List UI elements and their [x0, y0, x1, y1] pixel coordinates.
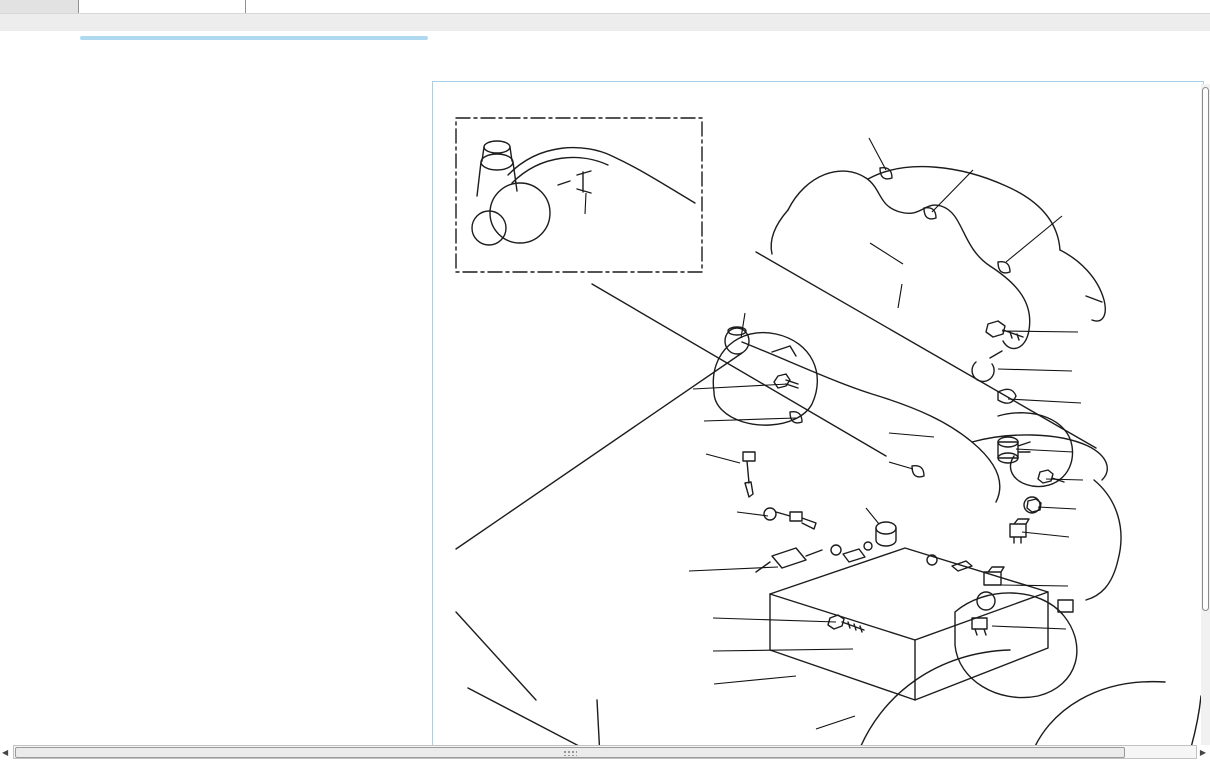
horizontal-scrollbar-track[interactable]	[13, 745, 1197, 759]
diagram-line-art	[433, 82, 1203, 746]
scroll-left-arrow[interactable]: ◀	[2, 748, 9, 757]
scroll-right-arrow[interactable]: ▶	[1199, 748, 1206, 757]
horizontal-scrollbar-thumb[interactable]	[15, 747, 1125, 758]
parts-tree	[60, 33, 432, 44]
header-band	[0, 13, 1210, 31]
horizontal-scrollbar[interactable]	[0, 745, 1210, 760]
tab-row-left-filler	[0, 0, 78, 13]
vertical-scrollbar-thumb[interactable]	[1202, 87, 1209, 611]
tab-uzel-zapchastey[interactable]	[78, 0, 246, 13]
parts-table-panel	[80, 36, 428, 40]
tab-bar	[0, 0, 1210, 30]
diagram-panel	[432, 81, 1204, 747]
tab-row	[0, 0, 1210, 13]
vertical-scrollbar[interactable]	[1201, 84, 1210, 745]
scrollbar-grip-icon	[563, 750, 577, 756]
